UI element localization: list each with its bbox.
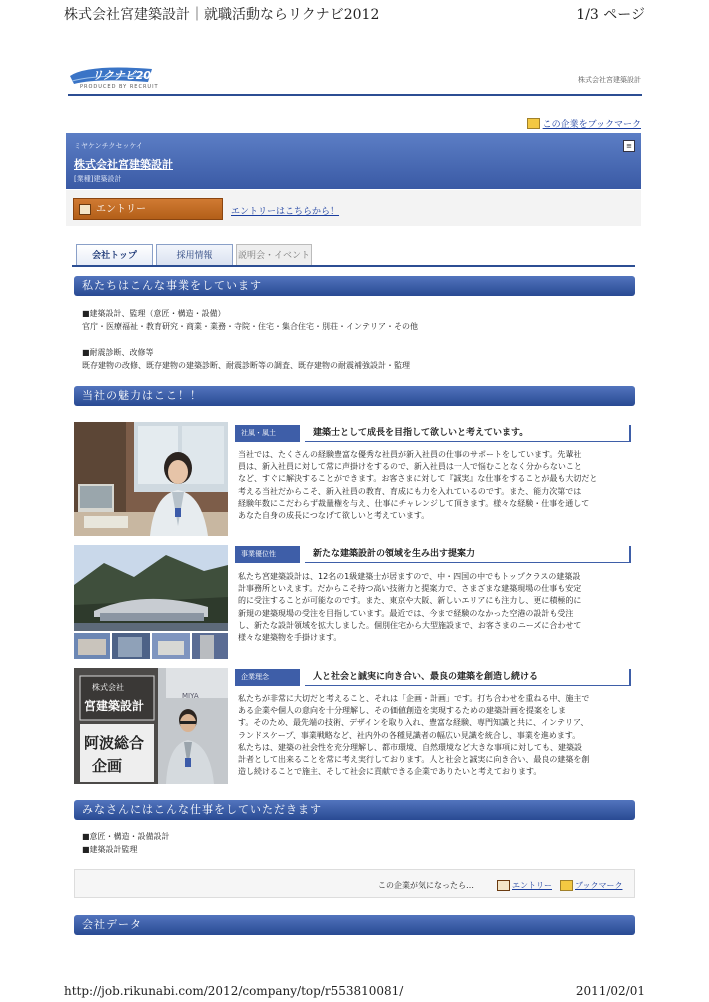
company-sign-photo <box>74 668 228 784</box>
business-line-3: ■耐震診断、改修等 <box>82 348 154 357</box>
appeal-2-line: 計事務所といえます。だからこそ持つ高い技術力と提案力で、さまざまな建築現場の仕事も安定 <box>238 584 582 594</box>
tab-events[interactable]: 説明会・イベント <box>236 244 312 266</box>
bookmark-icon <box>527 118 540 129</box>
sign-text-4: 企画 <box>92 757 123 775</box>
appeal-1-line: 考える当社だからこそ、新入社員の教育、育成にも力を入れているのです。また、能力次第では <box>238 486 582 496</box>
bookmark-icon <box>560 880 573 891</box>
appeal-body-2 <box>238 571 633 644</box>
header-company-name: 株式会社宮建築設計 <box>578 76 641 84</box>
header-divider <box>68 94 642 96</box>
work-line-1: ■意匠・構造・設備設計 <box>82 832 170 841</box>
section-header-work: みなさんにはこんな仕事をしていただきます <box>74 800 635 820</box>
bottom-bookmark-label: ブックマーク <box>575 881 623 890</box>
appeal-label-1: 社風・風土 <box>235 425 300 442</box>
company-kana: ミヤケンチクセッケイ <box>74 142 143 150</box>
tab-divider <box>72 265 635 267</box>
appeal-3-line: 私たちは、建築の社会性を充分理解し、都市環境、自然環境など大きな事項に対しても、建築設 <box>238 742 582 752</box>
action-question: この企業が気になったら… <box>378 881 474 890</box>
document-title: 株式会社宮建築設計｜就職活動ならリクナビ2012 <box>64 7 380 23</box>
appeal-1-line: など、すぐに解決することができます。お客さまに対して『誠実』な仕事をすることが最も大切だと <box>238 474 598 484</box>
appeal-1-line: 員は、新入社員に対して常に声掛けをするので、新入社員は一人で悩むことなく分からないこと <box>238 462 582 472</box>
appeal-heading-1: 建築士として成長を目指して欲しいと考えています。 <box>305 425 631 442</box>
logo-subtext: PRODUCED BY RECRUIT <box>80 84 159 90</box>
section-header-business: 私たちはこんな事業をしています <box>74 276 635 296</box>
footer-url: http://job.rikunabi.com/2012/company/top/r553810081/ <box>64 984 404 998</box>
office-photo <box>74 422 228 536</box>
appeal-1-line: 当社では、たくさんの経験豊富な優秀な社員が新入社員の仕事のサポートをしています。先輩社 <box>238 450 582 459</box>
appeal-2-line: 様々な建築物を手掛けます。 <box>238 633 342 643</box>
appeal-3-line: ランドスケープ、事業戦略など、社内外の各種見識者の幅広い見識を統合し、事業を進めます。 <box>238 730 581 740</box>
entry-icon <box>497 880 510 891</box>
bottom-entry-label: エントリー <box>512 881 552 890</box>
bottom-entry-link[interactable] <box>497 880 552 891</box>
company-industry: [業種]建築設計 <box>74 175 122 183</box>
bottom-bookmark-link[interactable] <box>560 880 622 891</box>
appeal-2-line: 私たち宮建築設計は、12名の1級建築士が居ますので、中・四国の中でもトップクラスの建築設 <box>238 572 581 581</box>
business-line-1: ■建築設計、監理（意匠・構造・設備） <box>82 309 226 318</box>
print-icon[interactable]: ≡ <box>623 140 635 152</box>
appeal-2-line: 的に受注することが可能なのです。また、東京や大阪、新しいエリアにも注力し、更に積極的に <box>238 596 582 606</box>
buildings-photo <box>74 545 228 659</box>
entry-icon <box>79 204 91 215</box>
appeal-label-2: 事業優位性 <box>235 546 300 563</box>
appeal-3-line: 私たちが非常に大切だと考えること、それは「企画・計画」です。打ち合わせを重ねる中、施主で <box>238 694 590 703</box>
entry-link[interactable]: エントリーはこちらから！ <box>231 207 340 217</box>
appeal-heading-2: 新たな建築設計の領域を生み出す提案力 <box>305 546 631 563</box>
tab-recruitment[interactable]: 採用情報 <box>156 244 233 266</box>
appeal-3-line: 計者として出来ることを常に考え実行しております。人と社会と誠実に向き合い、最良の建築を創 <box>238 755 590 765</box>
work-line-2: ■建築設計監理 <box>82 845 138 854</box>
business-line-2: 官庁・医療福祉・教育研究・商業・業務・寺院・住宅・集合住宅・別荘・インテリア・その他 <box>82 322 418 331</box>
sign-text-2: 宮建築設計 <box>84 699 145 713</box>
tab-company-top[interactable]: 会社トップ <box>76 244 153 266</box>
section-header-data: 会社データ <box>74 915 635 935</box>
appeal-body-3 <box>238 693 633 778</box>
section-header-appeal: 当社の魅力はここ！！ <box>74 386 635 406</box>
bookmark-label: この企業をブックマーク <box>542 120 641 130</box>
appeal-2-line: 新規の建築現場の受注を目指しています。最近では、今まで経験のなかった空港の設計も受注 <box>238 608 574 618</box>
footer-date: 2011/02/01 <box>575 984 645 998</box>
appeal-label-3: 企業理念 <box>235 669 300 686</box>
appeal-1-line: あなた自身の成長につなげて欲しいと考えています。 <box>238 511 430 521</box>
sign-text-3: 阿波総合 <box>84 734 145 752</box>
business-line-4: 既存建物の改修、既存建物の建築診断、耐震診断等の調査、既存建物の耐震補強設計・監理 <box>82 361 410 370</box>
appeal-3-line: 造し続けることで施主、そして社会に貢献できる企業でありたいと考えております。 <box>238 767 542 777</box>
bookmark-link[interactable] <box>527 117 641 130</box>
appeal-body-1 <box>238 449 633 522</box>
appeal-2-line: し、新たな設計領域を拡大しました。個別住宅から大型施設まで、お客さまのニーズに合わせて <box>238 620 582 630</box>
logo-text: リクナビ2012 <box>92 69 167 82</box>
entry-button[interactable]: エントリー <box>73 198 223 220</box>
company-name-link[interactable]: 株式会社宮建築設計 <box>74 158 173 171</box>
appeal-heading-3: 人と社会と誠実に向き合い、最良の建築を創造し続ける <box>305 669 631 686</box>
sign-text-miya: MIYA <box>182 692 199 700</box>
appeal-3-line: ある企業や個人の意向を十分理解し、その価値創造を実現するための建築計画を提案をしま <box>238 706 566 716</box>
page-counter: 1/3 ページ <box>576 7 645 23</box>
appeal-3-line: す。そのため、最先端の技術、デザインを取り入れ、豊富な経験、専門知識と共に、インテリア、 <box>238 718 589 728</box>
sign-text-1: 株式会社 <box>92 683 124 692</box>
appeal-1-line: 経験年数にこだわらず裁量権を与え、仕事にチャレンジして頂きます。様々な経験・仕事を通して <box>238 498 590 508</box>
